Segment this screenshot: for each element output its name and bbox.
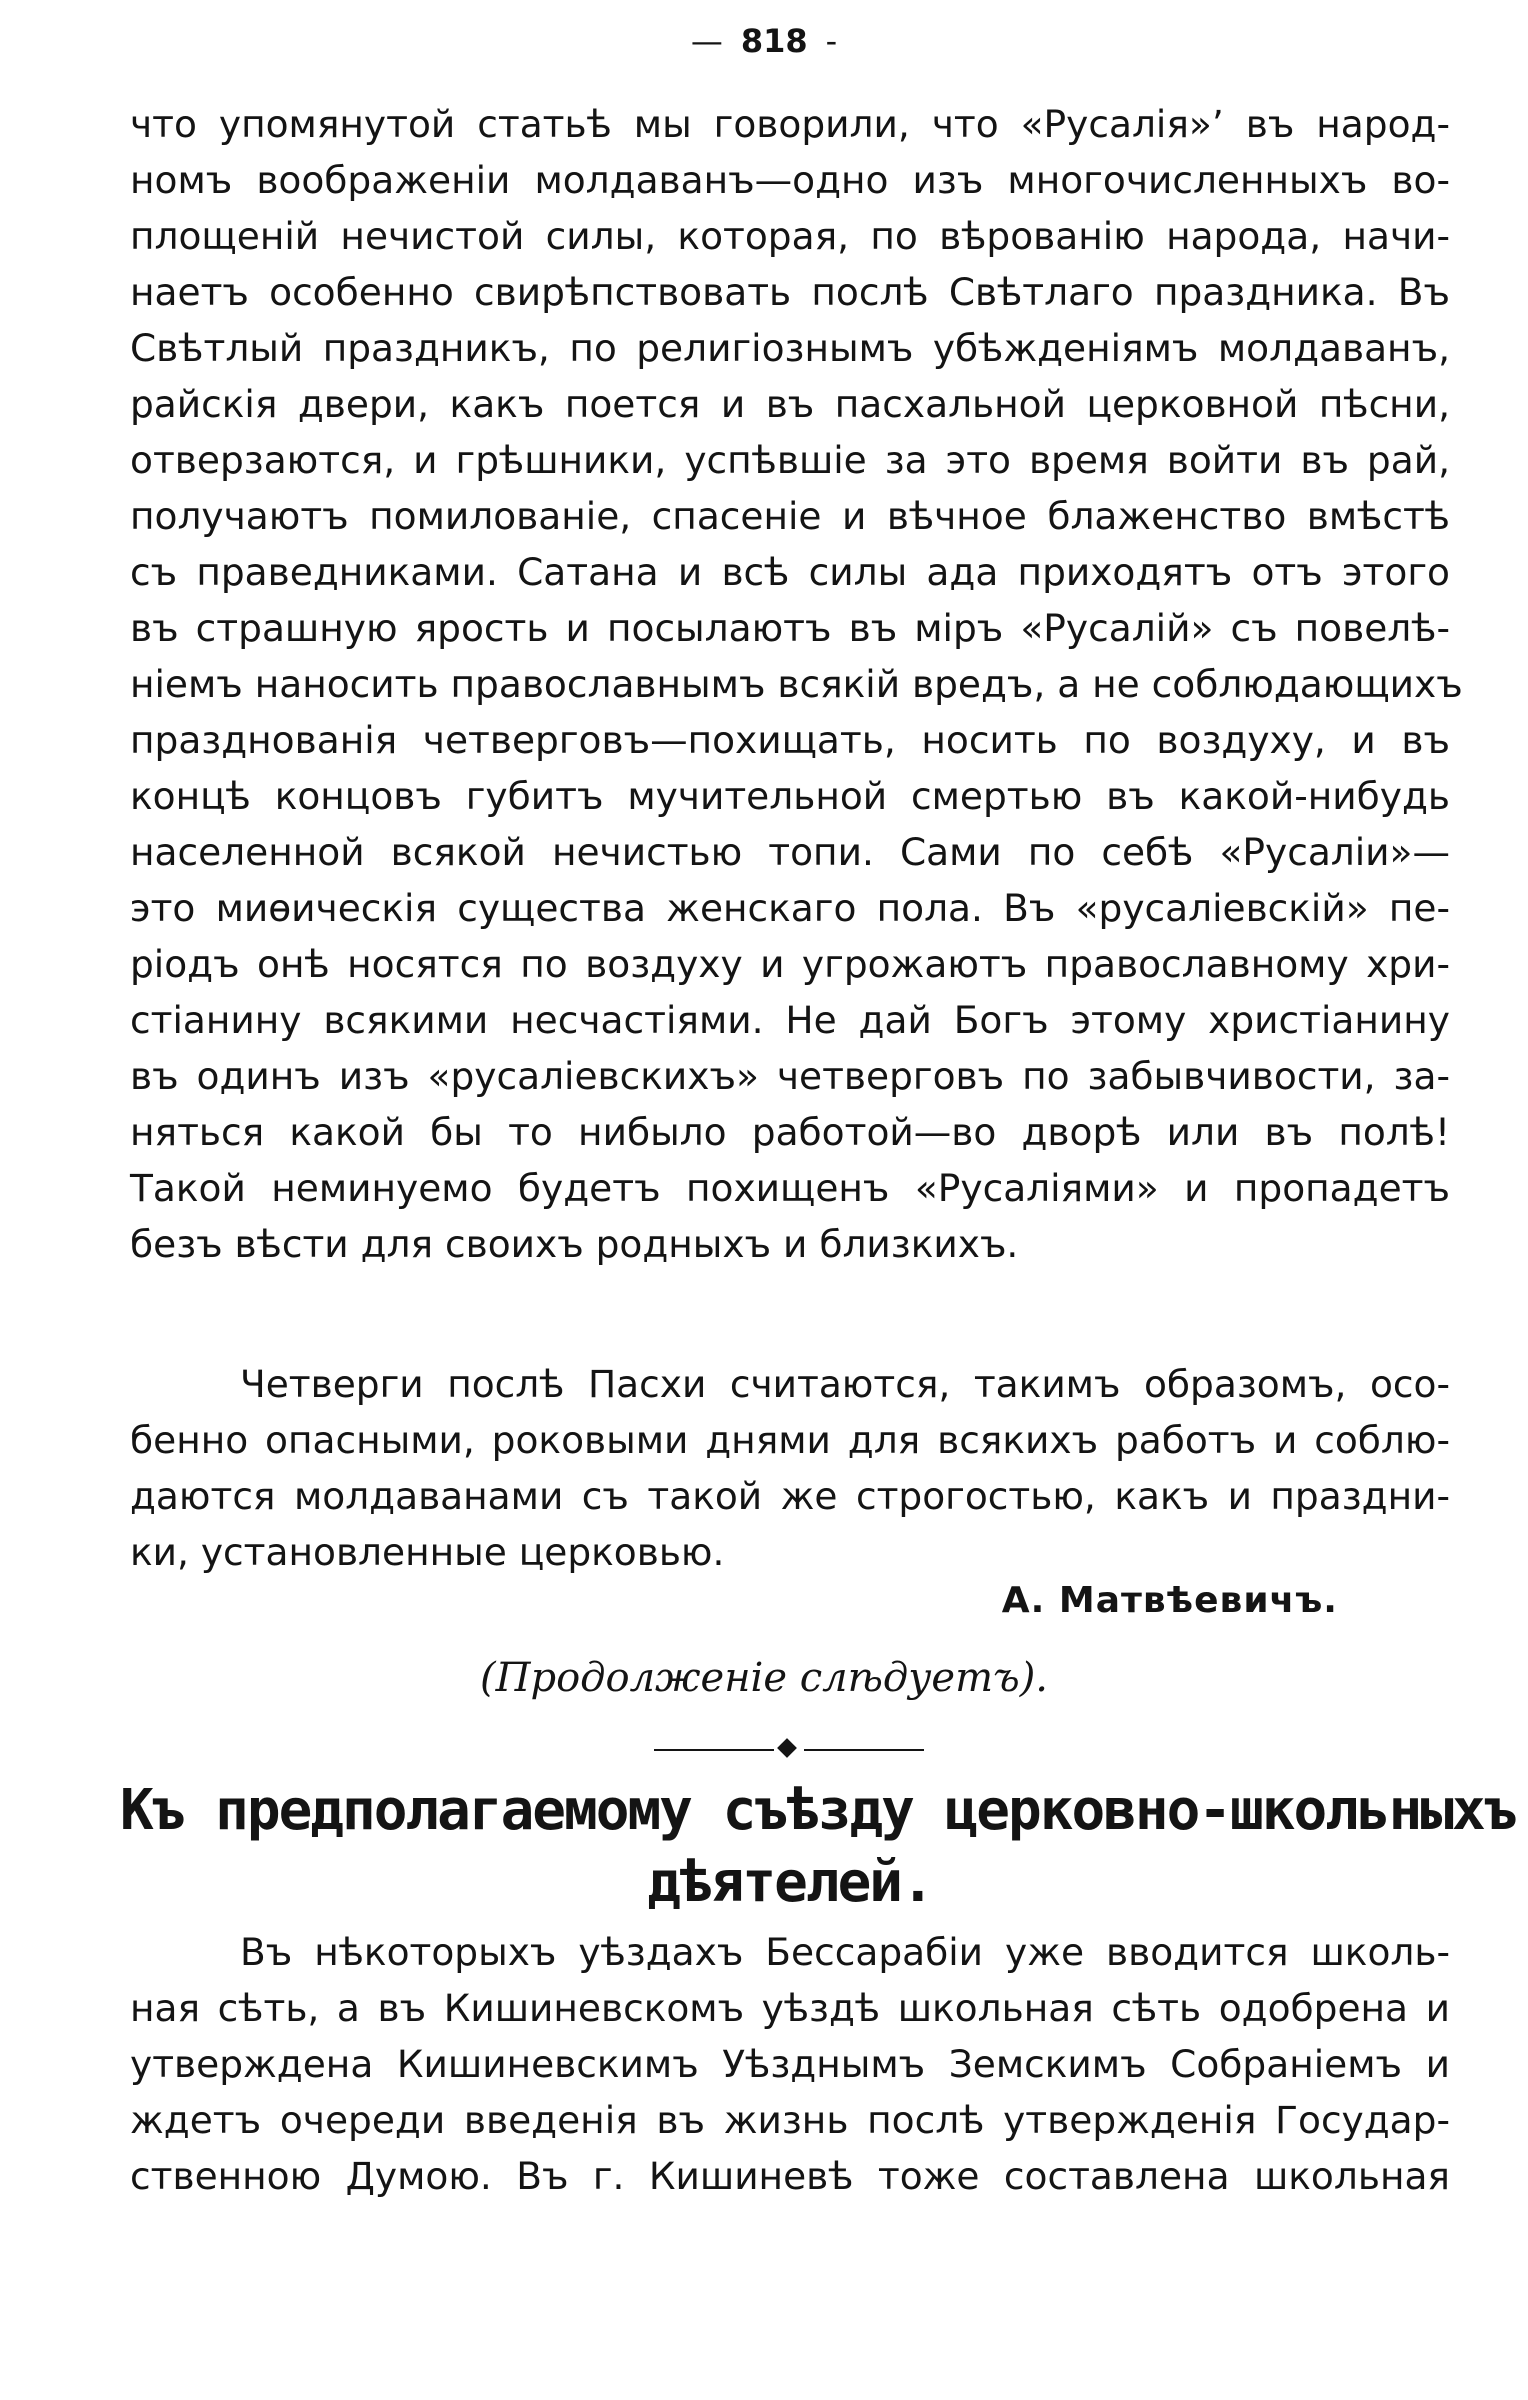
article-title xyxy=(120,1775,1516,1919)
text-line: ніемъ наносить православнымъ всякій вредъ, а не соблюдающихъ xyxy=(130,662,1463,706)
header-dash-left: — xyxy=(690,22,723,60)
text-line: это миѳическія существа женскаго пола. Въ «русаліевскій» пе- xyxy=(130,886,1450,930)
text-line: что упомянутой статьѣ мы говорили, что «Русалія»’ въ народ- xyxy=(130,102,1450,146)
text-line: въ одинъ изъ «русаліевскихъ» четверговъ по забывчивости, за- xyxy=(130,1054,1450,1098)
diamond-icon xyxy=(777,1738,797,1758)
page-header xyxy=(0,22,1528,60)
text-line: номъ воображеніи молдаванъ—одно изъ многочисленныхъ во- xyxy=(130,158,1450,202)
text-line: няться какой бы то нибыло работой—во дворѣ или въ полѣ! xyxy=(130,1110,1450,1154)
header-dash-right: - xyxy=(825,22,838,60)
paragraph-2 xyxy=(130,1356,1450,1580)
text-line: получаютъ помилованіе, спасеніе и вѣчное блаженство вмѣстѣ xyxy=(130,494,1450,538)
text-line: наетъ особенно свирѣпствовать послѣ Свѣтлаго праздника. Въ xyxy=(130,270,1450,314)
paragraph-1 xyxy=(130,96,1463,1272)
article-body xyxy=(130,1924,1450,2204)
text-line: ки, установленные церковью. xyxy=(130,1530,725,1574)
divider-rule-right xyxy=(804,1749,924,1751)
article-title-line: дѣятелей. xyxy=(647,1850,933,1915)
text-line: Въ нѣкоторыхъ уѣздахъ Бессарабіи уже вводится школь- xyxy=(240,1930,1450,1974)
text-line: стіанину всякими несчастіями. Не дай Богъ этому христіанину xyxy=(130,998,1450,1042)
text-line: празднованія четверговъ—похищать, носить по воздуху, и въ xyxy=(130,718,1450,762)
text-line: площеній нечистой силы, которая, по вѣрованію народа, начи- xyxy=(130,214,1450,258)
text-line: концѣ концовъ губитъ мучительной смертью въ какой-нибудь xyxy=(130,774,1450,818)
continued-note: (Продолженіе слѣдуетъ). xyxy=(479,1655,1049,1701)
text-line: въ страшную ярость и посылаютъ въ міръ «Русалій» съ повелѣ- xyxy=(130,606,1450,650)
author-signature: А. Матвѣевичъ. xyxy=(1001,1580,1338,1621)
text-line: Четверги послѣ Пасхи считаются, такимъ образомъ, осо- xyxy=(240,1362,1450,1406)
text-line: райскія двери, какъ поется и въ пасхальной церковной пѣсни, xyxy=(130,382,1450,426)
text-line: даются молдаванами съ такой же строгостью, какъ и праздни- xyxy=(130,1474,1450,1518)
text-line: населенной всякой нечистью топи. Сами по себѣ «Русаліи»— xyxy=(130,830,1450,874)
text-line: ріодъ онѣ носятся по воздуху и угрожаютъ православному хри- xyxy=(130,942,1450,986)
text-line: ная сѣть, а въ Кишиневскомъ уѣздѣ школьная сѣть одобрена и xyxy=(130,1986,1450,2030)
text-line: бенно опасными, роковыми днями для всякихъ работъ и соблю- xyxy=(130,1418,1450,1462)
text-line: ственною Думою. Въ г. Кишиневѣ тоже составлена школьная xyxy=(130,2154,1450,2198)
text-line: ждетъ очереди введенія въ жизнь послѣ утвержденія Государ- xyxy=(130,2098,1450,2142)
text-line: съ праведниками. Сатана и всѣ силы ада приходятъ отъ этого xyxy=(130,550,1450,594)
article-title-line: Къ предполагаемому съѣзду церковно-школьныхъ xyxy=(120,1778,1516,1843)
page-number: 818 xyxy=(740,22,808,60)
text-line: отверзаются, и грѣшники, успѣвшіе за это время войти въ рай, xyxy=(130,438,1450,482)
text-line: утверждена Кишиневскимъ Уѣзднымъ Земскимъ Собраніемъ и xyxy=(130,2042,1450,2086)
text-line: безъ вѣсти для своихъ родныхъ и близкихъ. xyxy=(130,1222,1019,1266)
section-divider-ornament xyxy=(654,1740,924,1760)
text-line: Свѣтлый праздникъ, по религіознымъ убѣжденіямъ молдаванъ, xyxy=(130,326,1450,370)
text-line: Такой неминуемо будетъ похищенъ «Русаліями» и пропадетъ xyxy=(130,1166,1450,1210)
divider-rule-left xyxy=(654,1749,774,1751)
